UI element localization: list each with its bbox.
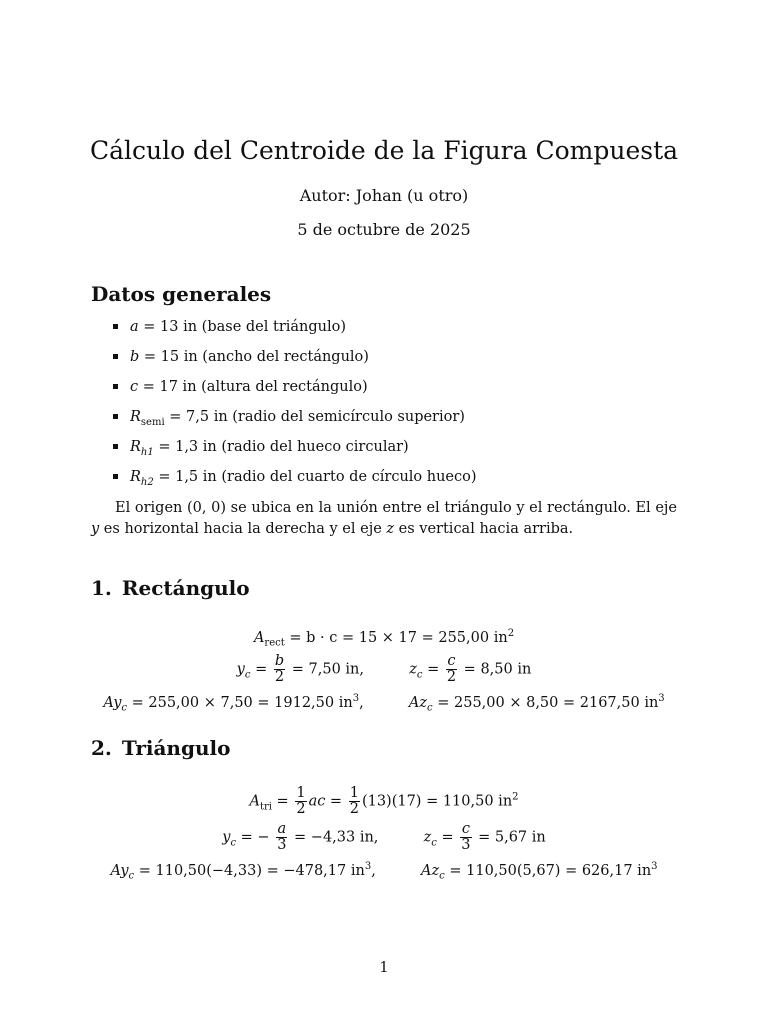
bullet-icon — [113, 354, 118, 359]
list-item: $R_{h1} = 1,3$ in (radio del hueco circular) — [113, 438, 477, 468]
fraction: $\frac{c}{3}$ — [461, 821, 471, 853]
bullet-icon — [113, 384, 118, 389]
fraction: $\frac{1}{2}$ — [296, 785, 306, 817]
section-heading-rectangulo: 1. Rectángulo — [91, 576, 250, 600]
equation-tri-area: $A_{tri}$ = $\frac{1}{2}$ ac = $\frac{1}{2}$ (13)(17) = 110,50 $in^2$ — [249, 785, 519, 817]
data-list — [113, 318, 477, 498]
bullet-icon — [113, 444, 118, 449]
fraction: $\frac{a}{3}$ — [277, 821, 287, 853]
list-item: $R_{semi} = 7,5$ in (radio del semicírculo superior) — [113, 408, 477, 438]
list-item: a = 13 in (base del triángulo) — [113, 318, 477, 348]
document-title: Cálculo del Centroide de la Figura Compuesta — [89, 136, 679, 165]
equation-tri-centroid: $y_c$ = − $\frac{a}{3}$ = −4,33 in, $z_c$ = $\frac{c}{3}$ = 5,67 in — [222, 821, 546, 853]
equation-rect-moments: $Ay_c = 255,00 \times 7,50 = 1912,50$ $in^3$, $Az_c = 255,00 \times 8,50 = 2167,50$ $in^3$ — [103, 693, 665, 714]
fraction: $\frac{b}{2}$ — [274, 653, 285, 685]
bullet-icon — [113, 414, 118, 419]
document-date: 5 de octubre de 2025 — [297, 220, 471, 239]
equation-tri-moments: $Ay_c = 110,50(-4,33) = -478,17$ $in^3$, $Az_c = 110,50(5,67) = 626,17$ $in^3$ — [110, 861, 658, 882]
section-heading-datos-generales: Datos generales — [91, 282, 272, 306]
fraction: $\frac{c}{2}$ — [446, 653, 457, 685]
list-item: b = 15 in (ancho del rectángulo) — [113, 348, 477, 378]
fraction: $\frac{1}{2}$ — [349, 785, 359, 817]
equation-rect-centroid: $y_c$ = $\frac{b}{2}$ = 7,50 in, $z_c$ = $\frac{c}{2}$ = 8,50 in — [236, 653, 532, 685]
origin-paragraph: El origen (0, 0) se ubica en la unión entre el triángulo y el rectángulo. El eje y es horizontal hacia la derecha y el eje z es vertical hacia arriba. — [91, 500, 677, 537]
equation-rect-area: $A_{rect} = b \cdot c = 15 \times 17 = 255,00$ $in^2$ — [253, 628, 515, 649]
list-item: c = 17 in (altura del rectángulo) — [113, 378, 477, 408]
page-number: 1 — [379, 960, 389, 976]
section-heading-triangulo: 2. Triángulo — [91, 736, 231, 760]
list-item: $R_{h2} = 1,5$ in (radio del cuarto de círculo hueco) — [113, 468, 477, 498]
bullet-icon — [113, 474, 118, 479]
document-author: Autor: Johan (u otro) — [299, 186, 469, 205]
bullet-icon — [113, 324, 118, 329]
